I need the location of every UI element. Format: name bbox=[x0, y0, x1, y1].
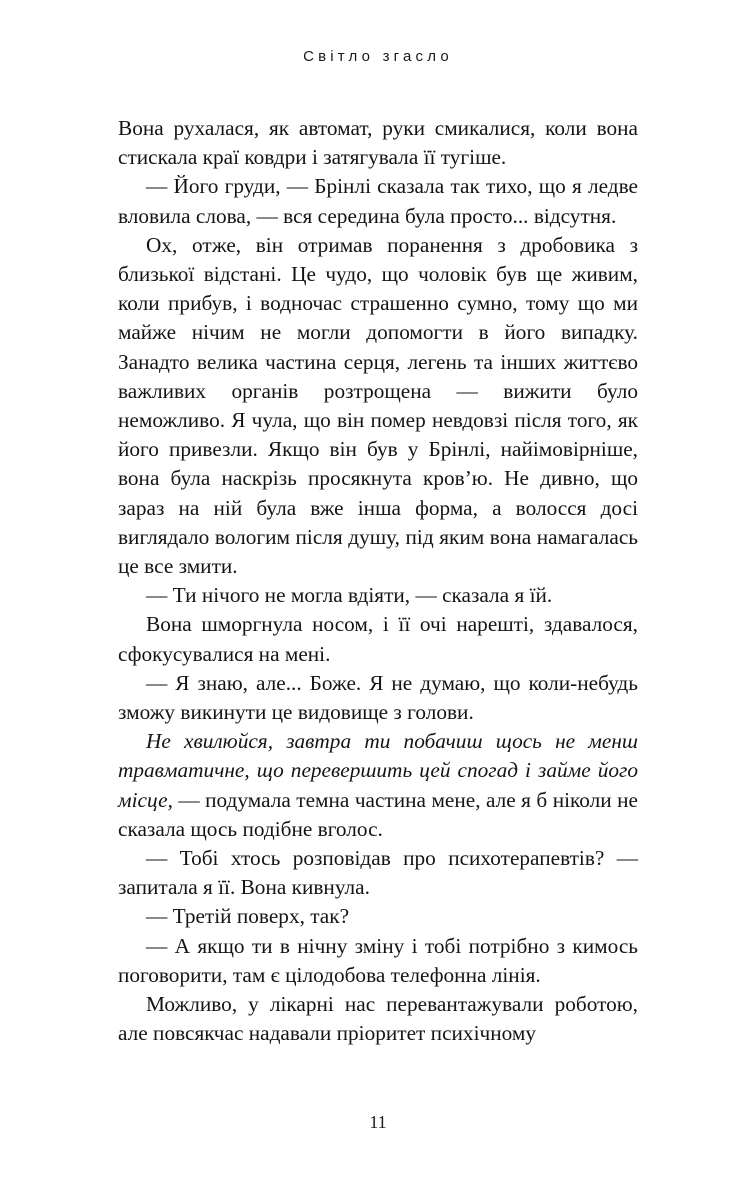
inner-thought-tail: — подумала темна частина мене, але я б ніколи не сказала щось подібне вголос. bbox=[118, 787, 638, 841]
paragraph-5: Вона шморгнула носом, і її очі нарешті, здавалося, сфокусувалися на мені. bbox=[118, 612, 638, 666]
body-text bbox=[118, 114, 638, 1049]
paragraph-4: — Ти нічого не могла вдіяти, — сказала я їй. bbox=[146, 583, 553, 608]
paragraph-10: — А якщо ти в нічну зміну і тобі потрібно з кимось поговорити, там є цілодобова телефонна лінія. bbox=[118, 933, 638, 987]
paragraph-6: — Я знаю, але... Боже. Я не думаю, що коли-небудь зможу викинути це видовище з голови. bbox=[118, 670, 638, 725]
paragraph-1: Вона рухалася, як автомат, руки смикалися, коли вона стискала краї ковдри і затягувала її тугіше. bbox=[118, 116, 638, 170]
paragraph-2: — Його груди, — Брінлі сказала так тихо, що я ледве вловила слова, — вся середина була просто... відсутня. bbox=[118, 174, 638, 228]
running-header: Світло згасло bbox=[303, 48, 453, 65]
inner-thought-italic: Не хвилюйся, завтра ти побачиш щось не менш травматичне, що перевершить цей спогад і займе його місце, bbox=[118, 729, 638, 812]
paragraph-7-inner-thought bbox=[118, 727, 638, 844]
page-number: 11 bbox=[369, 1112, 387, 1132]
paragraph-8: — Тобі хтось розповідав про психотерапевтів? — запитала я її. Вона кивнула. bbox=[118, 846, 638, 900]
paragraph-11: Можливо, у лікарні нас перевантажували роботою, але повсякчас надавали пріоритет психічному bbox=[118, 992, 638, 1046]
paragraph-9: — Третій поверх, так? bbox=[146, 904, 350, 929]
paragraph-3: Ох, отже, він отримав поранення з дробовика з близької відстані. Це чудо, що чоловік був ще живим, коли прибув, і водночас страшенно сумно, тому що ми майже нічим не могли допомогти в його випадку. Занадто велика частина серця, легень та інших життєво важливих органів розтрощена — вижити було неможливо. Я чула, що він помер невдовзі після того, як його привезли. Якщо він був у Брінлі, найімовірніше, вона була наскрізь просякнута кров’ю. Не дивно, що зараз на ній була вже інша форма, а волосся досі виглядало вологим після душу, під яким вона намагалась це все змити. bbox=[118, 232, 638, 579]
